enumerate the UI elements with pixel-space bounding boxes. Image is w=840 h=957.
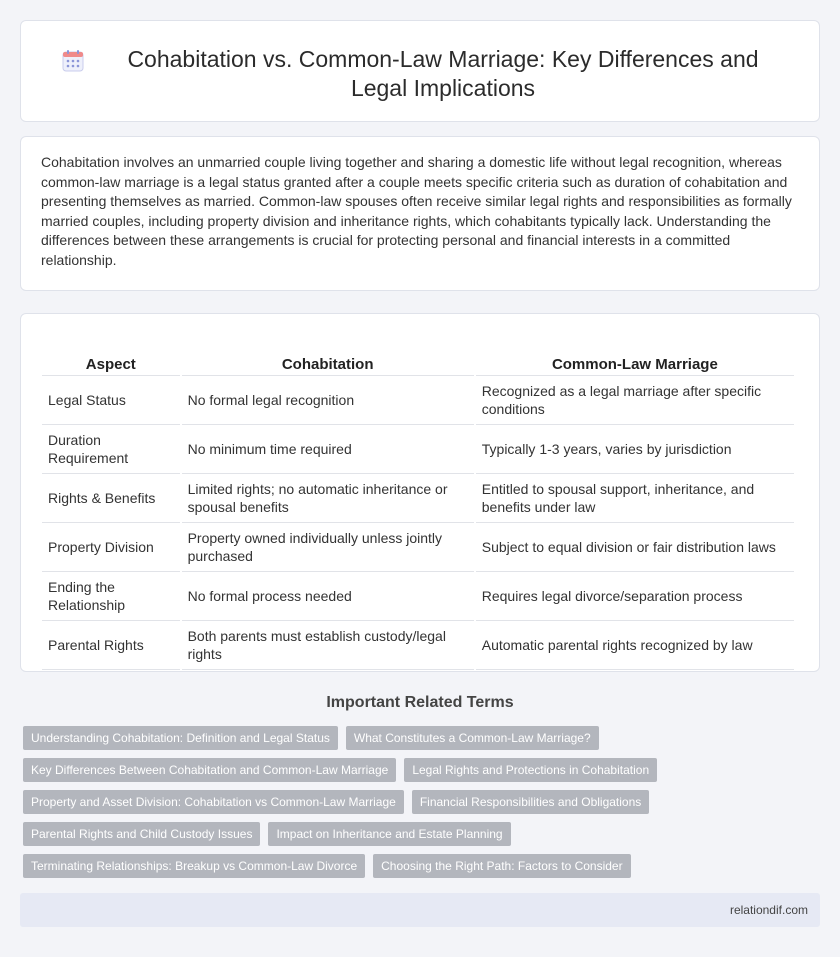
page-title: Cohabitation vs. Common-Law Marriage: Key Differences and Legal Implications — [127, 46, 759, 101]
related-term-link[interactable]: Property and Asset Division: Cohabitation vs Common-Law Marriage — [23, 790, 404, 814]
cell-aspect: Parental Rights — [42, 621, 180, 670]
cell-cohabitation: No formal process needed — [182, 572, 474, 621]
comparison-table — [40, 334, 796, 670]
cell-aspect: Duration Requirement — [42, 425, 180, 474]
table-row — [42, 474, 794, 523]
cell-aspect: Legal Status — [42, 376, 180, 425]
related-term-link[interactable]: Impact on Inheritance and Estate Planning — [268, 822, 510, 846]
table-row — [42, 621, 794, 670]
header-common-law-marriage: Common-Law Marriage — [476, 334, 794, 376]
tag-row — [23, 822, 823, 846]
header-cohabitation: Cohabitation — [182, 334, 474, 376]
related-term-link[interactable]: Financial Responsibilities and Obligations — [412, 790, 649, 814]
cell-cohabitation: No minimum time required — [182, 425, 474, 474]
related-term-link[interactable]: Legal Rights and Protections in Cohabitation — [404, 758, 657, 782]
table-row — [42, 425, 794, 474]
cell-common-law: Requires legal divorce/separation process — [476, 572, 794, 621]
related-term-link[interactable]: Choosing the Right Path: Factors to Consider — [373, 854, 630, 878]
related-terms-title: Important Related Terms — [326, 694, 514, 711]
related-term-link[interactable]: Key Differences Between Cohabitation and Common-Law Marriage — [23, 758, 396, 782]
related-term-link[interactable]: Terminating Relationships: Breakup vs Common-Law Divorce — [23, 854, 365, 878]
cell-cohabitation: Both parents must establish custody/legal rights — [182, 621, 474, 670]
cell-common-law: Typically 1-3 years, varies by jurisdiction — [476, 425, 794, 474]
header-aspect: Aspect — [42, 334, 180, 376]
cell-cohabitation: Limited rights; no automatic inheritance or spousal benefits — [182, 474, 474, 523]
table-row — [42, 572, 794, 621]
tag-row — [23, 790, 823, 814]
cell-common-law: Entitled to spousal support, inheritance, and benefits under law — [476, 474, 794, 523]
related-term-link[interactable]: Parental Rights and Child Custody Issues — [23, 822, 260, 846]
cell-common-law: Subject to equal division or fair distribution laws — [476, 523, 794, 572]
footer — [20, 893, 820, 927]
comparison-table-card — [20, 313, 820, 672]
cell-cohabitation: Property owned individually unless jointly purchased — [182, 523, 474, 572]
calendar-icon — [61, 49, 85, 73]
cell-cohabitation: No formal legal recognition — [182, 376, 474, 425]
header-card — [20, 20, 820, 122]
related-terms-list — [23, 726, 823, 886]
cell-aspect: Property Division — [42, 523, 180, 572]
cell-aspect: Ending the Relationship — [42, 572, 180, 621]
tag-row — [23, 758, 823, 782]
table-header-row — [42, 334, 794, 376]
related-term-link[interactable]: Understanding Cohabitation: Definition and Legal Status — [23, 726, 338, 750]
cell-aspect: Rights & Benefits — [42, 474, 180, 523]
tag-row — [23, 726, 823, 750]
tag-row — [23, 854, 823, 878]
table-row — [42, 376, 794, 425]
related-term-link[interactable]: What Constitutes a Common-Law Marriage? — [346, 726, 599, 750]
cell-common-law: Automatic parental rights recognized by law — [476, 621, 794, 670]
cell-common-law: Recognized as a legal marriage after specific conditions — [476, 376, 794, 425]
footer-site-name[interactable]: relationdif.com — [729, 903, 808, 917]
intro-card — [20, 136, 820, 291]
table-row — [42, 523, 794, 572]
intro-paragraph: Cohabitation involves an unmarried couple living together and sharing a domestic life without legal recognition, whereas common-law marriage is a legal status granted after a couple meets specific criteria such as duration of cohabitation and presenting themselves as married. Common-law spouses often receive similar legal rights and responsibilities as formally married couples, including property division and inheritance rights, which cohabitants typically lack. Understanding the differences between these arrangements is crucial for protecting personal and financial interests in a committed relationship. — [41, 154, 792, 268]
